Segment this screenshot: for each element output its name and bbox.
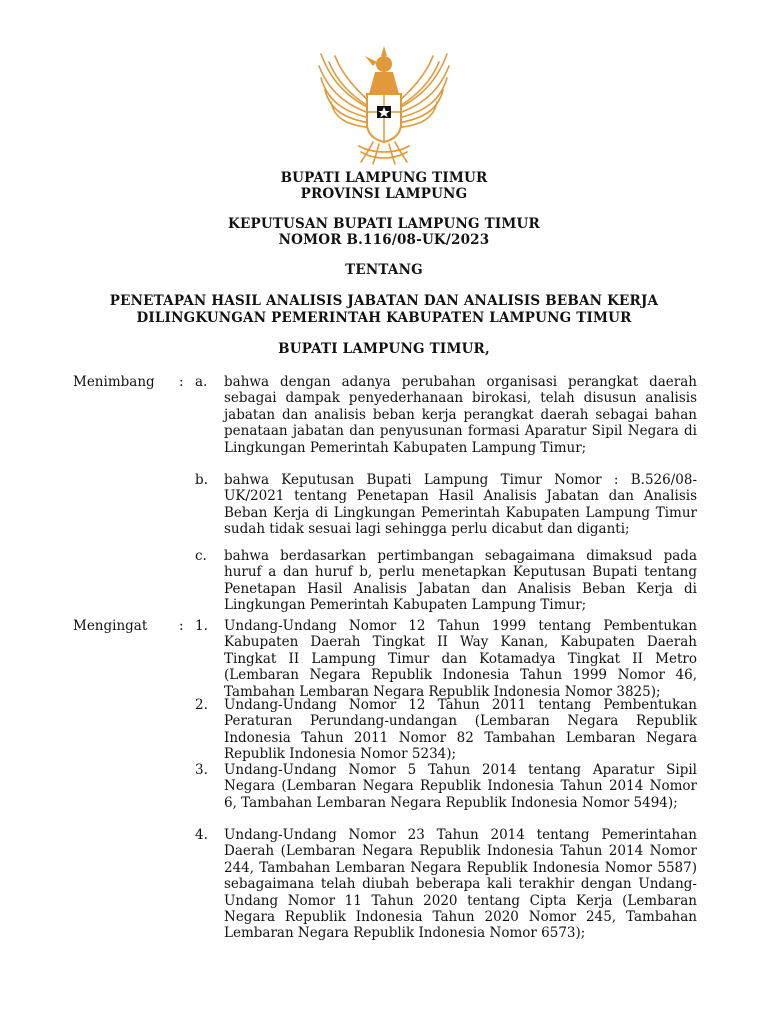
mengingat-item-3: Undang-Undang Nomor 5 Tahun 2014 tentang Aparatur Sipil Negara (Lembaran Negara Republik Indonesia Tahun 2014 Nomor 6, Tambahan Lembaran Negara Republik Indonesia Nomor 5494); [224, 762, 697, 811]
menimbang-label: Menimbang [73, 374, 155, 390]
mengingat-colon: : [179, 618, 184, 634]
subject-line-2: DILINGKUNGAN PEMERINTAH KABUPATEN LAMPUNG TIMUR [136, 310, 632, 326]
mengingat-item-4: Undang-Undang Nomor 23 Tahun 2014 tentang Pemerintahan Daerah (Lembaran Negara Republik Indonesia Tahun 2014 Nomor 244, Tambahan Lembaran Negara Republik Indonesia Nomor 5587) sebagaimana telah diubah beberapa kali terakhir dengan Undang-Undang Nomor 11 Tahun 2020 tentang Cipta Kerja (Lembaran Negara Republik Indonesia Tahun 2020 Nomor 245, Tambahan Lembaran Negara Republik Indonesia Nomor 6573); [224, 827, 697, 942]
mengingat-item-2: Undang-Undang Nomor 12 Tahun 2011 tentang Pembentukan Peraturan Perundang-undangan (Lembaran Negara Republik Indonesia Tahun 2011 Nomor 82 Tambahan Lembaran Negara Republik Indonesia Nomor 5234); [224, 697, 697, 763]
mengingat-marker-3: 3. [195, 762, 208, 778]
menimbang-marker-b: b. [195, 472, 208, 488]
tentang-heading: TENTANG [345, 262, 423, 278]
menimbang-item-a: bahwa dengan adanya perubahan organisasi perangkat daerah sebagai dampak penyederhanaan birokasi, telah disusun analisis jabatan dan analisis beban kerja perangkat daerah sebagai bahan penataan jabatan dan penyusunan formasi Aparatur Sipil Negara di Lingkungan Pemerintah Kabupaten Lampung Timur; [224, 374, 697, 456]
menimbang-marker-c: c. [195, 548, 207, 564]
menimbang-item-b: bahwa Keputusan Bupati Lampung Timur Nomor : B.526/08-UK/2021 tentang Penetapan Hasil Analisis Jabatan dan Analisis Beban Kerja di Lingkungan Pemerintah Kabupaten Lampung Timur sudah tidak sesuai lagi sehingga perlu dicabut dan diganti; [224, 472, 697, 538]
mengingat-marker-1: 1. [195, 618, 208, 634]
decree-number: NOMOR B.116/08-UK/2023 [278, 232, 490, 248]
issuer-line-1: BUPATI LAMPUNG TIMUR [280, 170, 488, 186]
mengingat-marker-4: 4. [195, 827, 208, 843]
mengingat-label: Mengingat [73, 618, 148, 634]
mengingat-marker-2: 2. [195, 697, 208, 713]
garuda-pancasila-emblem-icon [315, 42, 453, 168]
authority-heading: BUPATI LAMPUNG TIMUR, [278, 341, 490, 357]
menimbang-colon: : [179, 374, 184, 390]
subject-line-1: PENETAPAN HASIL ANALISIS JABATAN DAN ANALISIS BEBAN KERJA [109, 293, 659, 309]
menimbang-marker-a: a. [195, 374, 208, 390]
menimbang-item-c: bahwa berdasarkan pertimbangan sebagaimana dimaksud pada huruf a dan huruf b, perlu menetapkan Keputusan Bupati tentang Penetapan Hasil Analisis Jabatan dan Analisis Beban Kerja di Lingkungan Pemerintah Kabupaten Lampung Timur; [224, 548, 697, 614]
mengingat-item-1: Undang-Undang Nomor 12 Tahun 1999 tentang Pembentukan Kabupaten Daerah Tingkat II Way Kanan, Kabupaten Daerah Tingkat II Lampung Timur dan Kotamadya Tingkat II Metro (Lembaran Negara Republik Indonesia Tahun 1999 Nomor 46, Tambahan Lembaran Negara Republik Indonesia Nomor 3825); [224, 618, 697, 700]
decree-title: KEPUTUSAN BUPATI LAMPUNG TIMUR [228, 216, 540, 232]
issuer-line-2: PROVINSI LAMPUNG [300, 186, 468, 202]
